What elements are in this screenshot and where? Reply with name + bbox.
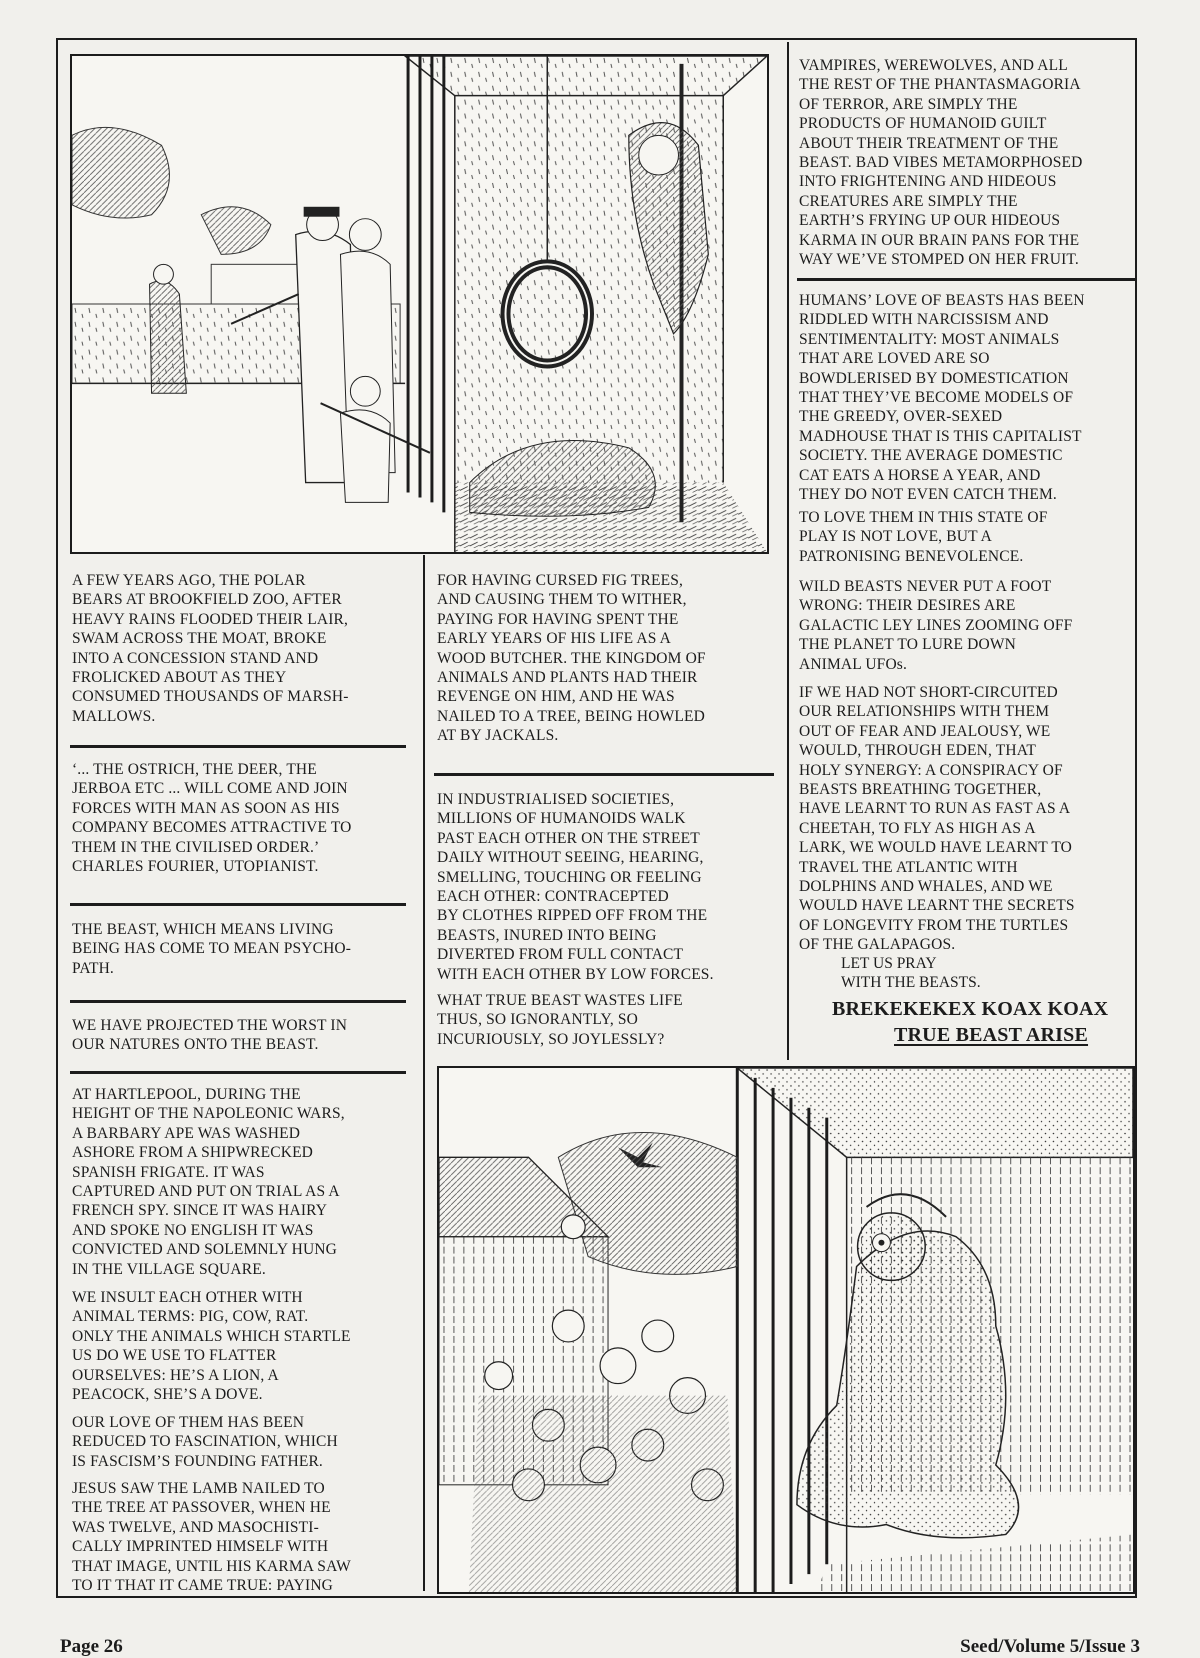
polar-bears-paragraph: A FEW YEARS AGO, THE POLAR BEARS AT BROOKFIELD ZOO, AFTER HEAVY RAINS FLOODED THEIR LAIR, SWAM ACROSS THE MOAT, BROKE INTO A CONCESSION STAND AND FROLICKED ABOUT AS THEY CONSUMED THOUSANDS OF MARSH- MALLOWS. (72, 572, 349, 725)
section-rule (70, 903, 406, 906)
section-rule (70, 1000, 406, 1003)
wild-beasts-paragraph: WILD BEASTS NEVER PUT A FOOT WRONG: THEIR DESIRES ARE GALACTIC LEY LINES ZOOMING OFF THE PLANET TO LURE DOWN ANIMAL UFOs. (799, 578, 1073, 673)
vampires-paragraph: VAMPIRES, WEREWOLVES, AND ALL THE REST OF THE PHANTASMAGORIA OF TERROR, ARE SIMPLY THE PRODUCTS OF HUMANOID GUILT ABOUT THEIR TREATMENT OF THE BEAST. BAD VIBES METAMORPHOSED INTO FRIGHTENING AND HIDEOUS CREATURES ARE SIMPLY THE EARTH’S FRYING UP OUR HIDEOUS KARMA IN OUR BRAIN PANS FOR THE WAY WE’VE STOMPED ON HER FRUIT. (799, 57, 1083, 269)
hartlepool-paragraph: AT HARTLEPOOL, DURING THE HEIGHT OF THE NAPOLEONIC WARS, A BARBARY APE WAS WASHED ASHORE FROM A SHIPWRECKED SPANISH FRIGATE. IT WAS CAPTURED AND PUT ON TRIAL AS A FRENCH SPY. SINCE IT WAS HAIRY AND SPOKE NO ENGLISH IT WAS CONVICTED AND SOLEMNLY HUNG IN THE VILLAGE SQUARE. (72, 1086, 345, 1278)
section-rule (70, 745, 406, 748)
brekekekex-chant: BREKEKEKEX KOAX KOAX (832, 998, 1109, 1020)
column-divider-1 (423, 555, 425, 1591)
let-us-pray-text: LET US PRAY WITH THE BEASTS. (841, 955, 981, 992)
section-rule (434, 773, 774, 776)
section-rule (797, 278, 1135, 281)
patronising-paragraph: TO LOVE THEM IN THIS STATE OF PLAY IS NOT LOVE, BUT A PATRONISING BENEVOLENCE. (799, 509, 1048, 565)
issue-label: Seed/Volume 5/Issue 3 (960, 1636, 1140, 1657)
beast-meaning-paragraph: THE BEAST, WHICH MEANS LIVING BEING HAS COME TO MEAN PSYCHO- PATH. (72, 921, 352, 977)
narcissism-paragraph: HUMANS’ LOVE OF BEASTS HAS BEEN RIDDLED WITH NARCISSISM AND SENTIMENTALITY: MOST ANIMALS THAT ARE LOVED ARE SO BOWDLERISED BY DOMESTICATION THAT THEY’VE BECOME MODELS OF THE GREEDY, OVER-SEXED MADHOUSE THAT IS THIS CAPITALIST SOCIETY. THE AVERAGE DOMESTIC CAT EATS A HORSE A YEAR, AND THEY DO NOT EVEN CATCH THEM. (799, 292, 1085, 504)
true-beast-question-paragraph: WHAT TRUE BEAST WASTES LIFE THUS, SO IGNORANTLY, SO INCURIOUSLY, SO JOYLESSLY? (437, 992, 683, 1048)
section-rule (70, 1071, 406, 1074)
column-divider-2 (787, 42, 789, 1060)
true-beast-arise-heading: TRUE BEAST ARISE (894, 1024, 1089, 1046)
page-number: Page 26 (60, 1636, 123, 1657)
insult-paragraph: WE INSULT EACH OTHER WITH ANIMAL TERMS: PIG, COW, RAT. ONLY THE ANIMALS WHICH STARTLE US DO WE USE TO FLATTER OURSELVES: HE’S A LION, A PEACOCK, SHE’S A DOVE. (72, 1289, 351, 1404)
jesus-paragraph: JESUS SAW THE LAMB NAILED TO THE TREE AT PASSOVER, WHEN HE WAS TWELVE, AND MASOCHISTI- CALLY IMPRINTED HIMSELF WITH THAT IMAGE, UNTIL HIS KARMA SAW TO IT THAT IT CAME TRUE: PAYING (72, 1480, 351, 1595)
industrialised-paragraph: IN INDUSTRIALISED SOCIETIES, MILLIONS OF HUMANOIDS WALK PAST EACH OTHER ON THE STREET DAILY WITHOUT SEEING, HEARING, SMELLING, TOUCHING OR FEELING EACH OTHER: CONTRACEPTED BY CLOTHES RIPPED OFF FROM THE BEASTS, INURED INTO BEING DIVERTED FROM FULL CONTACT WITH EACH OTHER BY LOW FORCES. (437, 791, 714, 983)
short-circuited-paragraph: IF WE HAD NOT SHORT-CIRCUITED OUR RELATIONSHIPS WITH THEM OUT OF FEAR AND JEALOUSY, WE WOULD, THROUGH EDEN, THAT HOLY SYNERGY: A CONSPIRACY OF BEASTS BREATHING TOGETHER, HAVE LEARNT TO RUN AS FAST AS A CHEETAH, TO FLY AS HIGH AS A LARK, WE WOULD HAVE LEARNT TO TRAVEL THE ATLANTIC WITH DOLPHINS AND WHALES, AND WE WOULD HAVE LEARNT THE SECRETS OF LONGEVITY FROM THE TURTLES OF THE GALAPAGOS. (799, 684, 1075, 954)
fascination-paragraph: OUR LOVE OF THEM HAS BEEN REDUCED TO FASCINATION, WHICH IS FASCISM’S FOUNDING FATHER. (72, 1414, 338, 1470)
zoo-cage-illustration-bottom (437, 1066, 1135, 1594)
projected-paragraph: WE HAVE PROJECTED THE WORST IN OUR NATURES ONTO THE BEAST. (72, 1017, 348, 1054)
fourier-quote-paragraph: ‘... THE OSTRICH, THE DEER, THE JERBOA ETC ... WILL COME AND JOIN FORCES WITH MAN AS SOON AS HIS COMPANY BECOMES ATTRACTIVE TO THEM IN THE CIVILISED ORDER.’ CHARLES FOURIER, UTOPIANIST. (72, 761, 352, 876)
fig-trees-paragraph: FOR HAVING CURSED FIG TREES, AND CAUSING THEM TO WITHER, PAYING FOR HAVING SPENT THE EARLY YEARS OF HIS LIFE AS A WOOD BUTCHER. THE KINGDOM OF ANIMALS AND PLANTS HAD THEIR REVENGE ON HIM, AND HE WAS NAILED TO A TREE, BEING HOWLED AT BY JACKALS. (437, 572, 706, 745)
zoo-cage-illustration-top (70, 54, 769, 554)
